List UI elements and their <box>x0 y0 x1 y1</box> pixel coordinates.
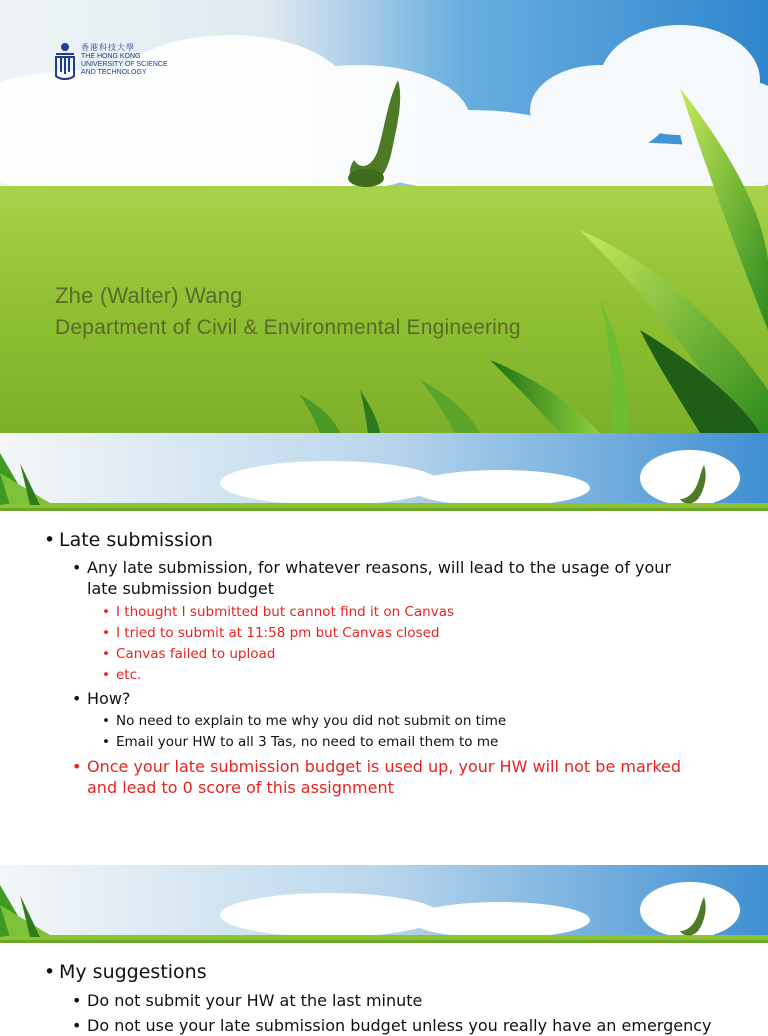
slide-banner <box>0 865 768 943</box>
bullet-text: Late submission <box>59 529 213 551</box>
bullet-text: Do not submit your HW at the last minute <box>87 991 423 1010</box>
logo-english-line: AND TECHNOLOGY <box>81 69 147 76</box>
bullet-text: etc. <box>116 667 142 683</box>
title-slide <box>0 0 768 433</box>
bullet-level2-continued <box>87 777 687 798</box>
bullet-text: I tried to submit at 11:58 pm but Canvas closed <box>116 625 440 641</box>
bullet-text: late submission budget <box>87 579 274 598</box>
bullet-text: Canvas failed to upload <box>116 646 276 662</box>
slide-banner <box>0 433 768 511</box>
bullet-level2-continued <box>87 578 687 599</box>
bullet-text: Any late submission, for whatever reasons, will lead to the usage of your <box>87 558 672 577</box>
logo-english-line: UNIVERSITY OF SCIENCE <box>81 61 168 68</box>
bullet-text: My suggestions <box>59 961 207 983</box>
bullet-level3: • Email your HW to all 3 Tas, no need to email them to me <box>102 734 499 750</box>
bullet-text: No need to explain to me why you did not submit on time <box>116 713 507 729</box>
bullet-level3: • No need to explain to me why you did not submit on time <box>102 713 507 729</box>
late-submission-slide <box>0 433 768 865</box>
presenter-department: Department of Civil & Environmental Engineering <box>55 316 521 339</box>
bullet-level2: • Once your late submission budget is used up, your HW will not be marked <box>72 757 682 776</box>
bullet-text: I thought I submitted but cannot find it on Canvas <box>116 604 455 620</box>
bullet-text: Once your late submission budget is used up, your HW will not be marked <box>87 757 682 776</box>
bullet-text: and lead to 0 score of this assignment <box>87 778 394 797</box>
logo-english-line: THE HONG KONG <box>81 53 141 60</box>
suggestions-slide <box>0 865 768 1035</box>
hkust-emblem-icon <box>54 42 76 80</box>
bullet-level2: • Do not submit your HW at the last minute <box>72 991 423 1010</box>
bullet-text: Do not use your late submission budget unless you really have an emergency <box>87 1016 712 1035</box>
bullet-level1: • My suggestions <box>44 961 207 983</box>
bullet-text: Email your HW to all 3 Tas, no need to email them to me <box>116 734 499 750</box>
hkust-logo <box>54 42 168 80</box>
bullet-level3: • Canvas failed to upload <box>102 646 276 662</box>
logo-chinese-name: 香港科技大學 <box>81 43 135 52</box>
bullet-level2: • Do not use your late submission budget unless you really have an emergency <box>72 1016 712 1035</box>
bullet-level3: • I thought I submitted but cannot find it on Canvas <box>102 604 455 620</box>
bullet-level3: • etc. <box>102 667 142 683</box>
bullet-level1: • Late submission <box>44 529 213 551</box>
bullet-level2: • Any late submission, for whatever reasons, will lead to the usage of your <box>72 558 672 577</box>
presenter-name: Zhe (Walter) Wang <box>55 283 243 308</box>
bullet-level2: • How? <box>72 689 131 708</box>
bullet-text: How? <box>87 689 131 708</box>
bullet-level3: • I tried to submit at 11:58 pm but Canvas closed <box>102 625 440 641</box>
